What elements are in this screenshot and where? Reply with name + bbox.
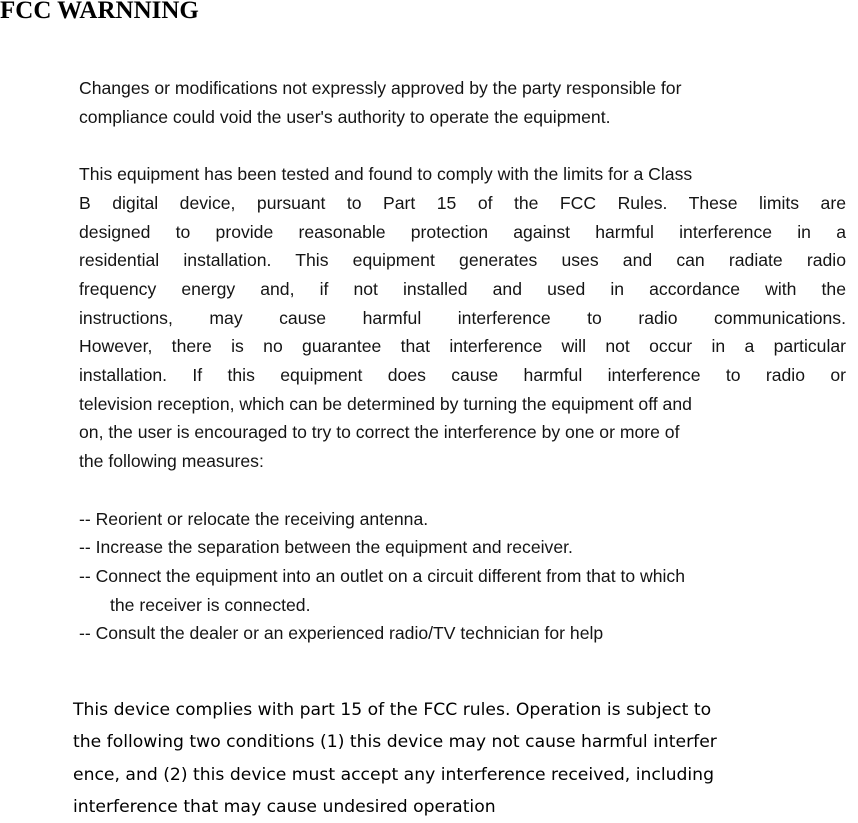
measures-list — [79, 505, 846, 649]
measure-item: -- Increase the separation between the equipment and receiver. — [79, 537, 573, 558]
compliance-statement — [73, 694, 858, 823]
page-title: FCC WARNNING — [0, 0, 199, 24]
measure-item: -- Connect the equipment into an outlet on a circuit different from that to which — [79, 565, 686, 586]
modifications-paragraph — [79, 74, 846, 131]
text-line: compliance could void the user's authority to operate the equipment. — [79, 106, 611, 127]
text-line: television reception, which can be determined by turning the equipment off and — [79, 393, 692, 414]
class-b-paragraph — [79, 160, 846, 476]
text-line: interference that may cause undesired operation — [73, 796, 496, 817]
measure-item: -- Consult the dealer or an experienced radio/TV technician for help — [79, 623, 604, 644]
text-line: This equipment has been tested and found to comply with the limits for a Class — [79, 164, 693, 185]
text-line: Changes or modifications not expressly approved by the party responsible for — [79, 78, 682, 98]
measure-item-continuation: the receiver is connected. — [110, 594, 311, 615]
text-line: instructions, may cause harmful interference to radio communications. — [79, 307, 846, 328]
text-line: the following measures: — [79, 451, 264, 472]
paragraph-gap — [79, 131, 846, 160]
text-line: frequency energy and, if not installed and used in accordance with the — [79, 278, 846, 299]
paragraph-gap — [79, 476, 846, 505]
text-line: ence, and (2) this device must accept any interference received, including — [73, 764, 714, 785]
text-line: However, there is no guarantee that interference will not occur in a particular — [79, 336, 846, 357]
text-line: This device complies with part 15 of the FCC rules. Operation is subject to — [73, 700, 712, 720]
fcc-notice-block — [79, 74, 846, 648]
measure-item: -- Reorient or relocate the receiving antenna. — [79, 508, 429, 529]
text-line: on, the user is encouraged to try to correct the interference by one or more of — [79, 422, 680, 443]
text-line: designed to provide reasonable protection against harmful interference in a — [79, 221, 846, 242]
text-line: B digital device, pursuant to Part 15 of the FCC Rules. These limits are — [79, 192, 846, 213]
text-line: residential installation. This equipment generates uses and can radiate radio — [79, 250, 846, 271]
text-line: the following two conditions (1) this device may not cause harmful interfer — [73, 732, 717, 753]
text-line: installation. If this equipment does cause harmful interference to radio or — [79, 365, 846, 386]
